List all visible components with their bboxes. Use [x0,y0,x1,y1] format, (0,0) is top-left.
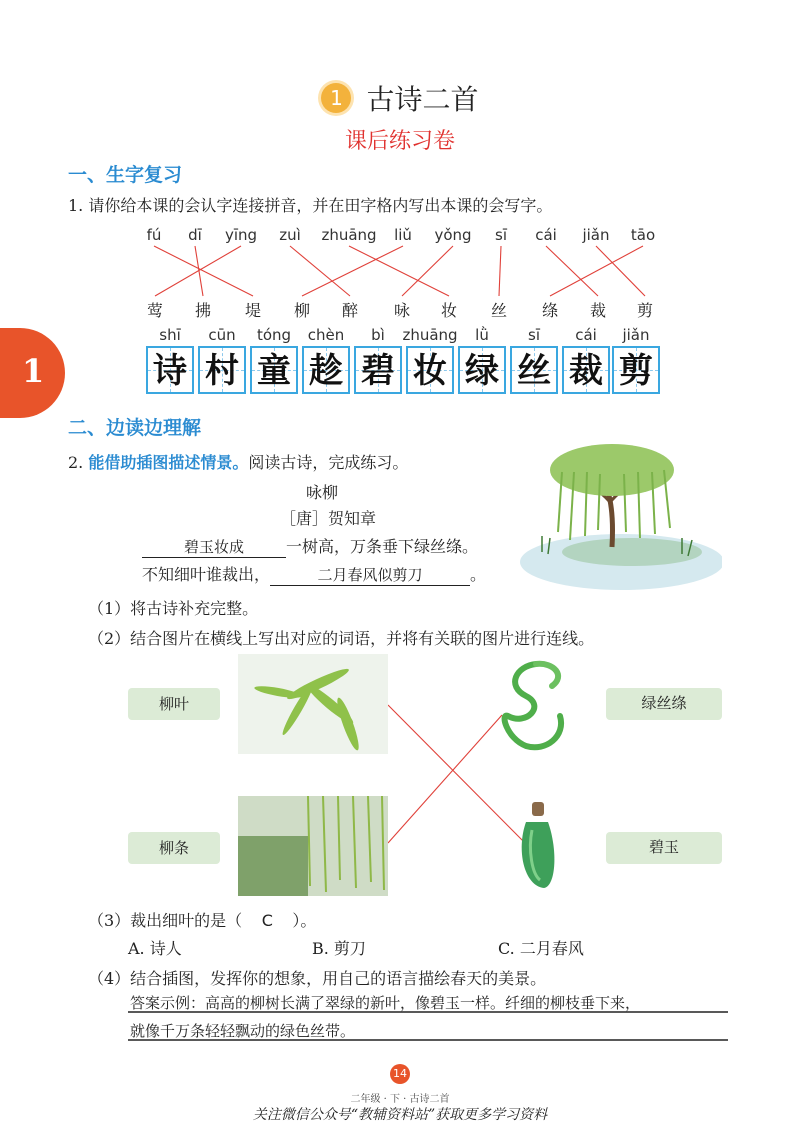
question-2-number: 2. [68,453,84,472]
poem-line-1 [142,534,478,558]
pinyin-item: jiǎn [582,226,610,244]
link-line [349,246,449,296]
pinyin-item: dī [188,226,202,244]
footer-caption: 二年级 · 下 · 古诗二首 [350,1094,450,1105]
char-item: 妆 [440,301,458,320]
subquestion-1: （1）将古诗补充完整。 [88,599,259,618]
option-b[interactable]: B. 剪刀 [312,939,366,958]
link-line [290,246,350,296]
written-char: 妆 [413,351,447,391]
writing-grid-cell[interactable] [612,346,660,394]
poem-line-1-rest: 一树高，万条垂下绿丝绦。 [286,537,479,556]
pinyin-item: liǔ [394,226,412,244]
page-title: 古诗二首 [366,83,479,116]
pinyin-item: zuì [279,226,301,244]
poem-line-2-start: 不知细叶谁裁出， [142,565,271,584]
grid-pinyin: shī [159,326,181,344]
writing-grid-cell[interactable] [406,346,454,394]
poem-blank-2[interactable]: 二月春风似剪刀 [270,564,470,586]
grid-pinyin: sī [528,326,540,344]
pinyin-item: fú [146,226,162,244]
writing-grid-cell[interactable] [562,346,610,394]
grid-pinyin: lǜ [475,326,489,344]
grid-pinyin: bì [371,326,385,344]
pinyin-item: yǒng [434,226,472,244]
char-item: 剪 [636,301,654,320]
link-line [546,246,598,296]
grid-pinyin: tóng [256,326,292,344]
char-item: 丝 [490,301,508,320]
written-char: 碧 [361,351,395,391]
char-item: 柳 [293,301,311,320]
willow-branch-photo[interactable] [238,796,388,896]
side-tab-number: 1 [22,352,45,390]
footer-note: 关注微信公众号“教辅资料站”获取更多学习资料 [252,1107,548,1123]
link-line [596,246,645,296]
written-char: 绿 [465,351,499,391]
written-char: 丝 [517,351,551,391]
question-1: 1. 请你给本课的会认字连接拼音，并在田字格内写出本课的会写字。 [68,196,553,215]
grid-pinyin: jiǎn [622,326,650,344]
char-item: 咏 [393,301,411,320]
label-green-ribbon[interactable]: 绿丝绦 [606,688,722,720]
link-line [499,246,501,296]
written-char: 诗 [153,351,187,391]
green-ribbon-image[interactable] [496,656,576,756]
char-item: 绦 [541,301,559,320]
subquestion-3 [88,908,316,931]
option-a[interactable]: A. 诗人 [128,939,182,958]
question-2-highlight: 能借助插图描述情景。 [88,453,249,472]
link-line [402,246,453,296]
link-line [302,246,403,296]
poem-title: 咏柳 [306,483,339,502]
answer-line-1: 答案示例：高高的柳树长满了翠绿的新叶，像碧玉一样。纤细的柳枝垂下来， [130,994,641,1012]
char-item: 拂 [194,301,212,320]
char-item: 醉 [341,301,359,320]
writing-grid-cell[interactable] [250,346,298,394]
grid-pinyin: cái [575,326,597,344]
grid-pinyin: chèn [307,326,345,344]
poem-author: ［唐］贺知章 [280,509,377,528]
subquestion-3-text: （3）裁出细叶的是（ [88,911,243,930]
char-item: 莺 [146,301,164,320]
grid-pinyin: cūn [208,326,236,344]
subquestion-2: （2）结合图片在横线上写出对应的词语，并将有关联的图片进行连线。 [88,629,595,648]
pinyin-item: zhuāng [321,226,377,244]
answer-line-2: 就像千万条轻轻飘动的绿色丝带。 [130,1022,356,1040]
writing-grid-cell[interactable] [458,346,506,394]
pinyin-item: sī [495,226,507,244]
question-2 [68,450,408,473]
writing-grid-cell[interactable] [302,346,350,394]
label-jade[interactable]: 碧玉 [606,832,722,864]
pinyin-item: tāo [630,226,656,244]
label-willow-leaf: 柳叶 [128,688,220,720]
writing-grid-cell[interactable] [146,346,194,394]
pinyin-item: yīng [224,226,258,244]
poem-line-2-end: 。 [470,565,487,584]
label-willow-branch: 柳条 [128,832,220,864]
willow-leaf-photo[interactable] [238,654,388,754]
lesson-number-badge: 1 [321,83,351,113]
link-line [550,246,643,296]
char-item: 堤 [244,301,262,320]
subquestion-4: （4）结合插图，发挥你的想象，用自己的语言描绘春天的美景。 [88,969,547,988]
page-number-badge: 14 [390,1064,410,1084]
subquestion-3-end: ）。 [292,911,317,930]
match-line [388,715,502,843]
pinyin-item: cái [535,226,557,244]
answer-choice[interactable]: C [261,911,273,930]
section-heading-2: 二、边读边理解 [68,417,202,439]
written-char: 趁 [309,351,343,391]
written-char: 村 [205,351,239,391]
char-item: 裁 [589,301,607,320]
page-subtitle: 课后练习卷 [344,129,455,154]
written-char: 童 [257,351,291,391]
poem-blank-1[interactable]: 碧玉妆成 [142,536,286,558]
writing-grid-cell[interactable] [510,346,558,394]
written-char: 剪 [619,351,653,391]
section-heading-1: 一、生字复习 [68,164,183,186]
willow-pond-illustration [512,432,722,592]
option-c[interactable]: C. 二月春风 [498,939,584,958]
writing-grid-cell[interactable] [198,346,246,394]
poem-line-2 [142,562,486,586]
grid-pinyin: zhuāng [402,326,458,344]
writing-grid-cell[interactable] [354,346,402,394]
written-char: 裁 [569,351,603,391]
question-2-text: 阅读古诗，完成练习。 [248,453,409,472]
jade-pendant-image[interactable] [514,800,564,892]
